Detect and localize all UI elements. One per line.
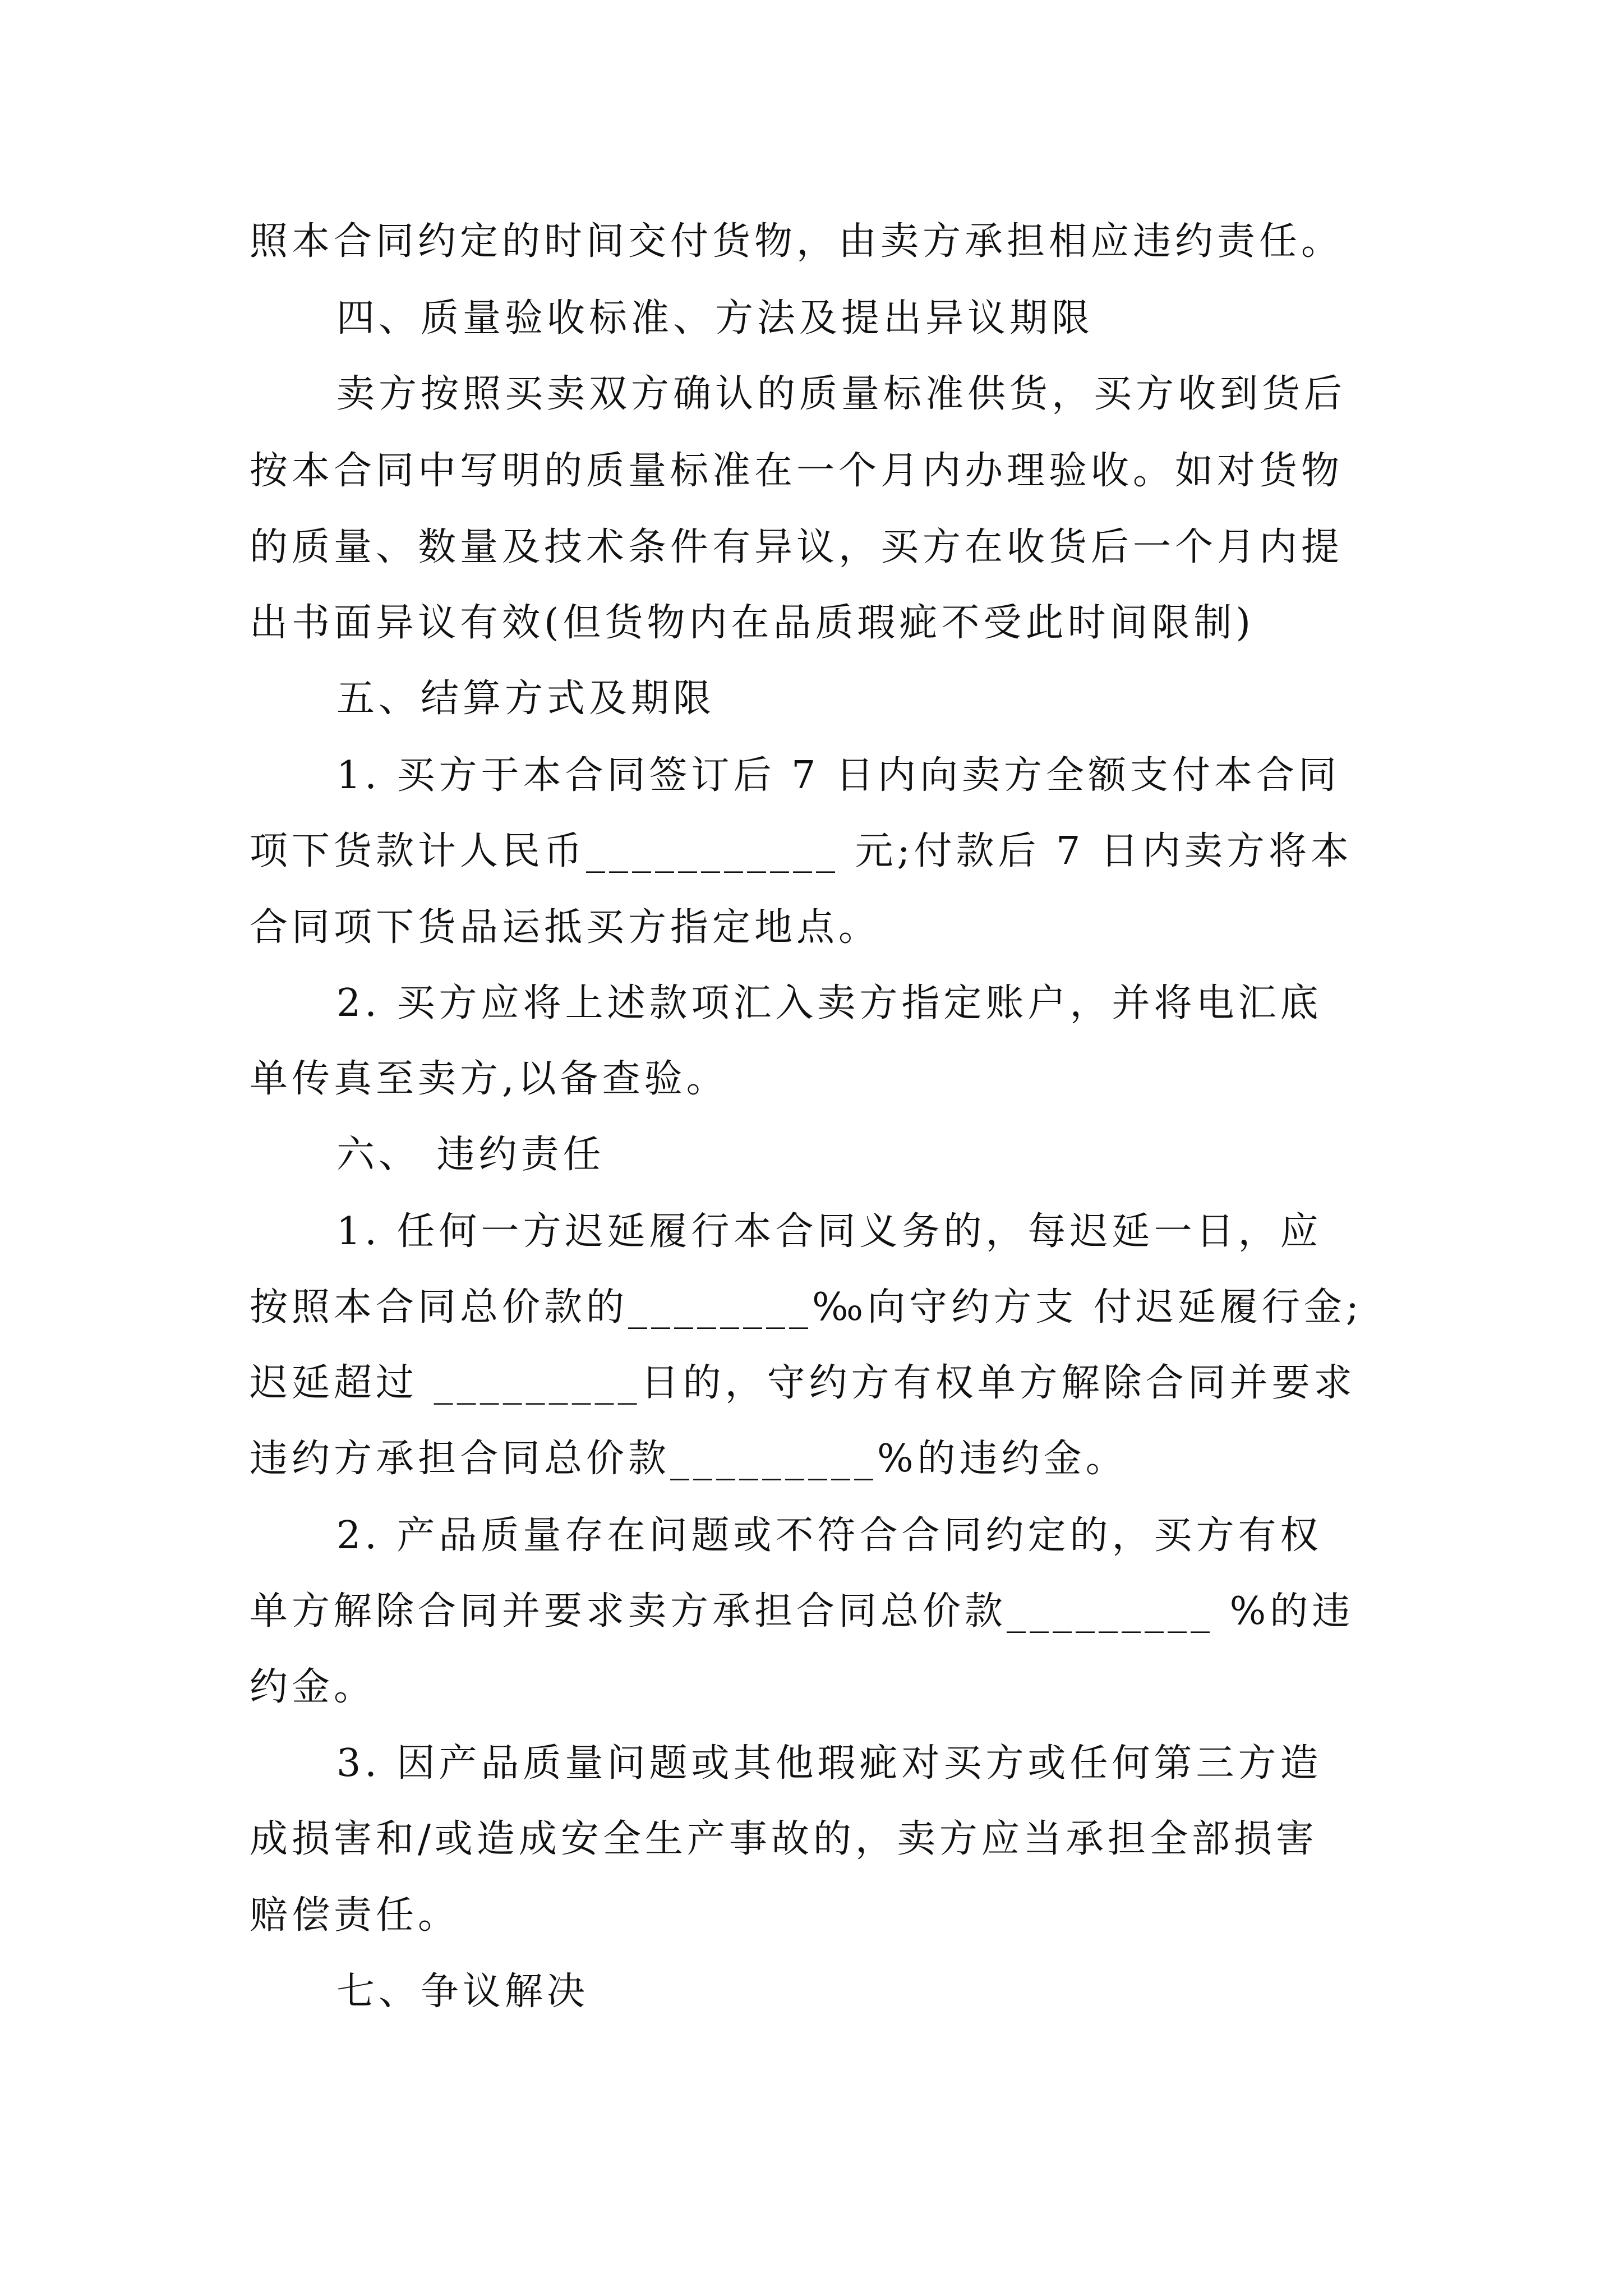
section-heading: 四、质量验收标准、方法及提出异议期限 <box>336 296 1094 341</box>
text-line: 迟延超过 _________日的，守约方有权单方解除合同并要求 <box>250 1361 1356 1405</box>
text-line: 合同项下货品运抵买方指定地点。 <box>250 905 881 950</box>
section-heading: 六、 违约责任 <box>336 1133 605 1177</box>
text-line: 1. 任何一方迟延履行本合同义务的，每迟延一日，应 <box>336 1209 1322 1254</box>
text-line: 3. 因产品质量问题或其他瑕疵对买方或任何第三方造 <box>336 1741 1322 1786</box>
text-line: 单传真至卖方,以备查验。 <box>250 1057 728 1101</box>
section-heading: 五、结算方式及期限 <box>336 677 716 721</box>
text-line: 1. 买方于本合同签订后 7 日内向卖方全额支付本合同 <box>336 753 1340 798</box>
text-line: 2. 产品质量存在问题或不符合合同约定的，买方有权 <box>336 1513 1322 1558</box>
text-line: 卖方按照买卖双方确认的质量标准供货，买方收到货后 <box>336 372 1347 416</box>
section-heading: 七、争议解决 <box>336 1970 589 2014</box>
text-line: 2. 买方应将上述款项汇入卖方指定账户，并将电汇底 <box>336 981 1322 1025</box>
text-line: 约金。 <box>250 1665 376 1709</box>
text-line: 项下货款计人民币___________ 元;付款后 7 日内卖方将本 <box>250 829 1353 873</box>
text-line: 单方解除合同并要求卖方承担合同总价款_________ %的违 <box>250 1589 1354 1634</box>
text-line: 的质量、数量及技术条件有异议，买方在收货后一个月内提 <box>250 525 1344 569</box>
text-line: 成损害和/或造成安全生产事故的，卖方应当承担全部损害 <box>250 1817 1318 1861</box>
text-line: 违约方承担合同总价款_________%的违约金。 <box>250 1437 1128 1481</box>
text-line: 赔偿责任。 <box>250 1893 460 1938</box>
text-line: 照本合同约定的时间交付货物，由卖方承担相应违约责任。 <box>250 219 1344 264</box>
text-line: 出书面异议有效(但货物内在品质瑕疵不受此时间限制) <box>250 601 1255 645</box>
text-line: 按本合同中写明的质量标准在一个月内办理验收。如对货物 <box>250 449 1344 493</box>
text-line: 按照本合同总价款的________‰向守约方支 付迟延履行金; <box>250 1285 1363 1329</box>
